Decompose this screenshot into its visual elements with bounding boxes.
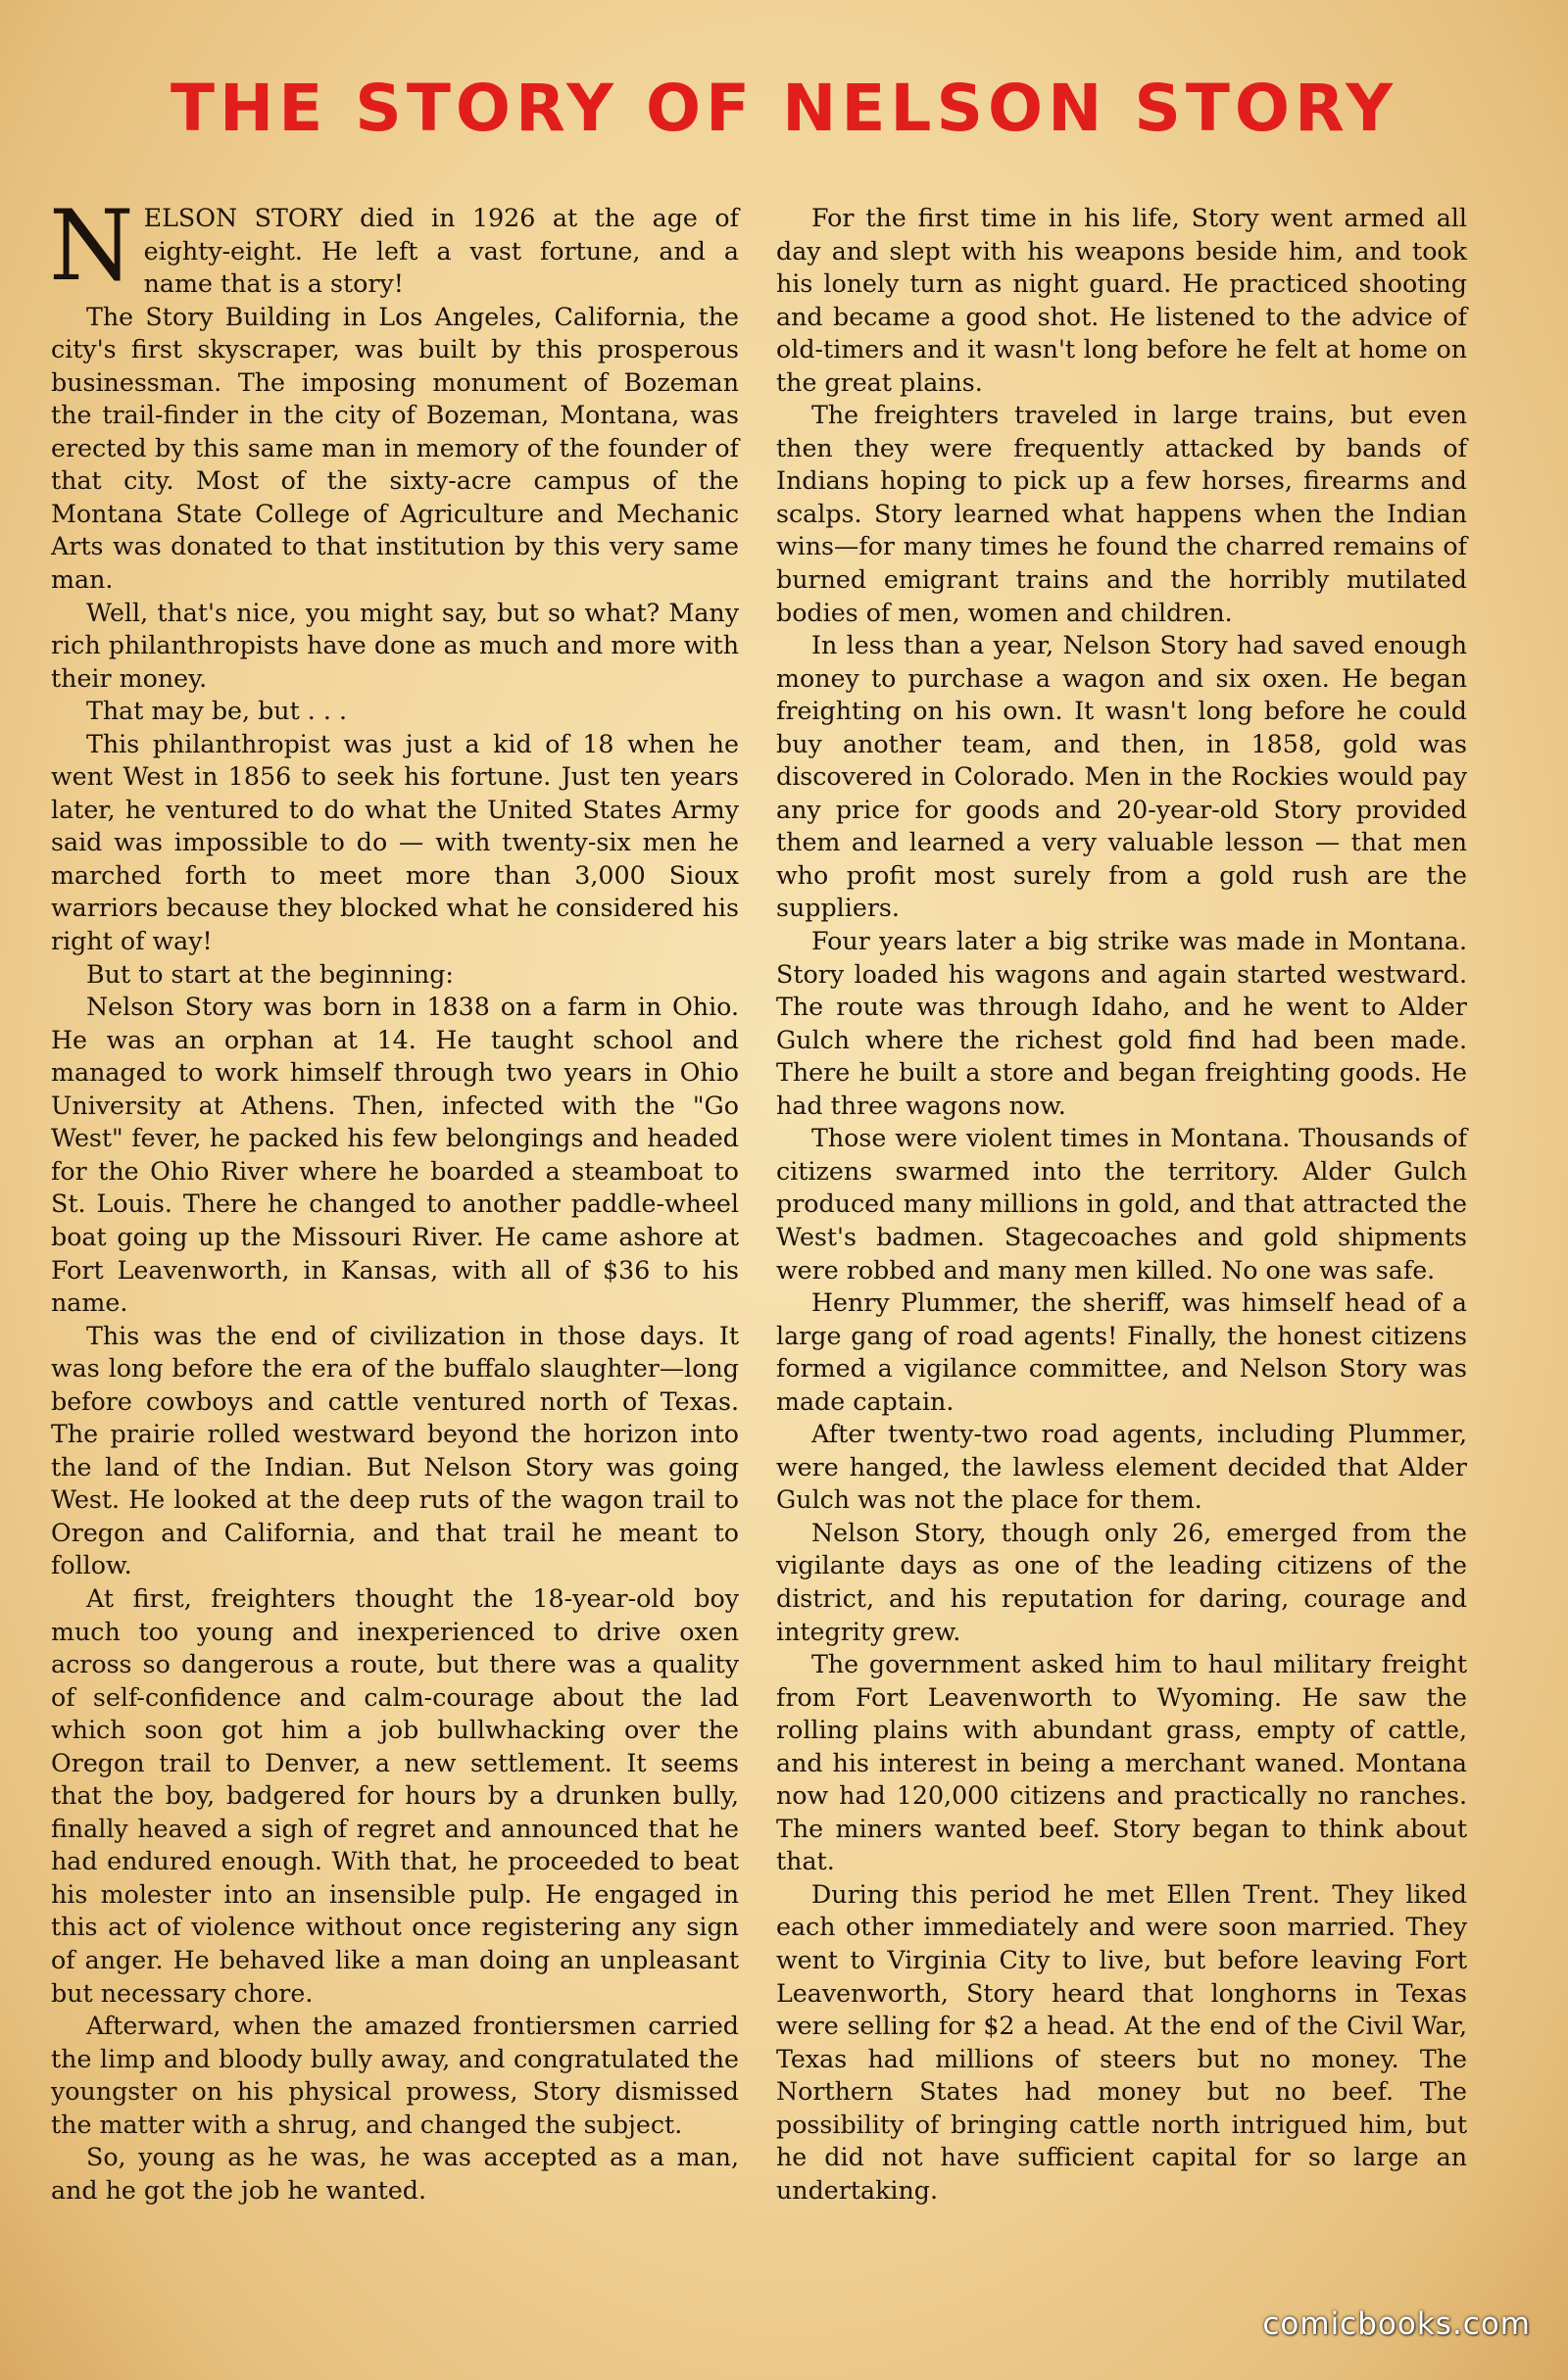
paragraph: Four years later a big strike was made in Montana. Story loaded his wagons and again started westward. The route was through Idaho, and he went to Alder Gulch where the richest gold find had been made. There he built a store and began freighting goods. He had three wagons now. — [776, 927, 1467, 1120]
paragraph: Those were violent times in Montana. Thousands of citizens swarmed into the territory. Alder Gulch produced many millions in gold, and that attracted the West's badmen. Stagecoaches and gold shipments were robbed and many men killed. No one was safe. — [776, 1124, 1467, 1285]
paragraph: The government asked him to haul military freight from Fort Leavenworth to Wyoming. He saw the rolling plains with abundant grass, empty of cattle, and his interest in being a merchant waned. Montana now had 120,000 citizens and practically no ranches. The miners wanted beef. Story began to think about that. — [776, 1650, 1467, 1876]
paragraph: Well, that's nice, you might say, but so what? Many rich philanthropists have done as much and more with their money. — [51, 598, 739, 693]
watermark: comicbooks.com — [1262, 2307, 1531, 2342]
paragraph: This was the end of civilization in those days. It was long before the era of the buffalo slaughter—long before cowboys and cattle ventured north of Texas. The prairie rolled westward beyond the horizon into the land of the Indian. But Nelson Story was going West. He looked at the deep ruts of the wagon trail to Oregon and California, and that trail he meant to follow. — [51, 1321, 739, 1580]
paragraph: Nelson Story, though only 26, emerged from the vigilante days as one of the leading citizens of the district, and his reputation for daring, courage and integrity grew. — [776, 1518, 1467, 1646]
paragraph: After twenty-two road agents, including Plummer, were hanged, the lawless element decided that Alder Gulch was not the place for them. — [776, 1420, 1467, 1515]
paragraph: The freighters traveled in large trains, but even then they were frequently attacked by bands of Indians hoping to pick up a few horses, firearms and scalps. Story learned what happens when the Indian wins—for many times he found the charred remains of burned emigrant trains and the horribly mutilated bodies of men, women and children. — [776, 401, 1467, 627]
paragraph: So, young as he was, he was accepted as a man, and he got the job he wanted. — [51, 2143, 739, 2205]
drop-cap: N — [49, 190, 134, 303]
left-column — [49, 190, 739, 2207]
paragraph: The Story Building in Los Angeles, California, the city's first skyscraper, was built by this prosperous businessman. The imposing monument of Bozeman the trail-finder in the city of Bozeman, Montana, was erected by this same man in memory of the founder of that city. Most of the sixty-acre campus of the Montana State College of Agriculture and Mechanic Arts was donated to that institution by this very same man. — [51, 302, 739, 595]
paragraph: This philanthropist was just a kid of 18 when he went West in 1856 to seek his fortune. Just ten years later, he ventured to do what the United States Army said was impossible to do — with twenty-six men he marched forth to meet more than 3,000 Sioux warriors because they blocked what he considered his right of way! — [51, 729, 739, 956]
page-title: THE STORY OF NELSON STORY — [170, 71, 1398, 146]
paragraph: At first, freighters thought the 18-year-old boy much too young and inexperienced to drive oxen across so dangerous a route, but there was a quality of self-confidence and calm-courage about the lad which soon got him a job bullwhacking over the Oregon trail to Denver, a new settlement. It seems that the boy, badgered for hours by a drunken bully, finally heaved a sigh of regret and announced that he had endured enough. With that, he proceeded to beat his molester into an insensible pulp. He engaged in this act of violence without once registering any sign of anger. He behaved like a man doing an unpleasant but necessary chore. — [51, 1583, 739, 2008]
paragraph: During this period he met Ellen Trent. They liked each other immediately and were soon married. They went to Virginia City to live, but before leaving Fort Leavenworth, Story heard that longhorns in Texas were selling for $2 a head. At the end of the Civil War, Texas had millions of steers but no money. The Northern States had money but no beef. The possibility of bringing cattle north intrigued him, but he did not have sufficient capital for so large an undertaking. — [776, 1879, 1467, 2205]
paragraph: That may be, but . . . — [86, 697, 348, 726]
right-column — [776, 202, 1467, 2207]
paragraph: Nelson Story was born in 1838 on a farm in Ohio. He was an orphan at 14. He taught school and managed to work himself through two years in Ohio University at Athens. Then, infected with the "Go West" fever, he packed his few belongings and headed for the Ohio River where he boarded a steamboat to St. Louis. There he changed to another paddle-wheel boat going up the Missouri River. He came ashore at Fort Leavenworth, in Kansas, with all of $36 to his name. — [51, 993, 739, 1318]
paragraph: For the first time in his life, Story went armed all day and slept with his weapons beside him, and took his lonely turn as night guard. He practiced shooting and became a good shot. He listened to the advice of old-timers and it wasn't long before he felt at home on the great plains. — [776, 204, 1467, 397]
paragraph: In less than a year, Nelson Story had saved enough money to purchase a wagon and six oxen. He began freighting on his own. It wasn't long before he could buy another team, and then, in 1858, gold was discovered in Colorado. Men in the Rockies would pay any price for goods and 20-year-old Story provided them and learned a very valuable lesson — that men who profit most surely from a gold rush are the suppliers. — [776, 631, 1467, 923]
paragraph: But to start at the beginning: — [86, 959, 454, 989]
paragraph: Afterward, when the amazed frontiersmen carried the limp and bloody bully away, and congratulated the youngster on his physical prowess, Story dismissed the matter with a shrug, and changed the subject. — [51, 2012, 739, 2139]
paragraph: Henry Plummer, the sheriff, was himself head of a large gang of road agents! Finally, the honest citizens formed a vigilance committee, and Nelson Story was made captain. — [776, 1288, 1467, 1416]
paragraph — [49, 190, 739, 303]
paragraph-text: ELSON STORY died in 1926 at the age of eighty-eight. He left a vast fortune, and a name that is a story! — [143, 204, 739, 299]
